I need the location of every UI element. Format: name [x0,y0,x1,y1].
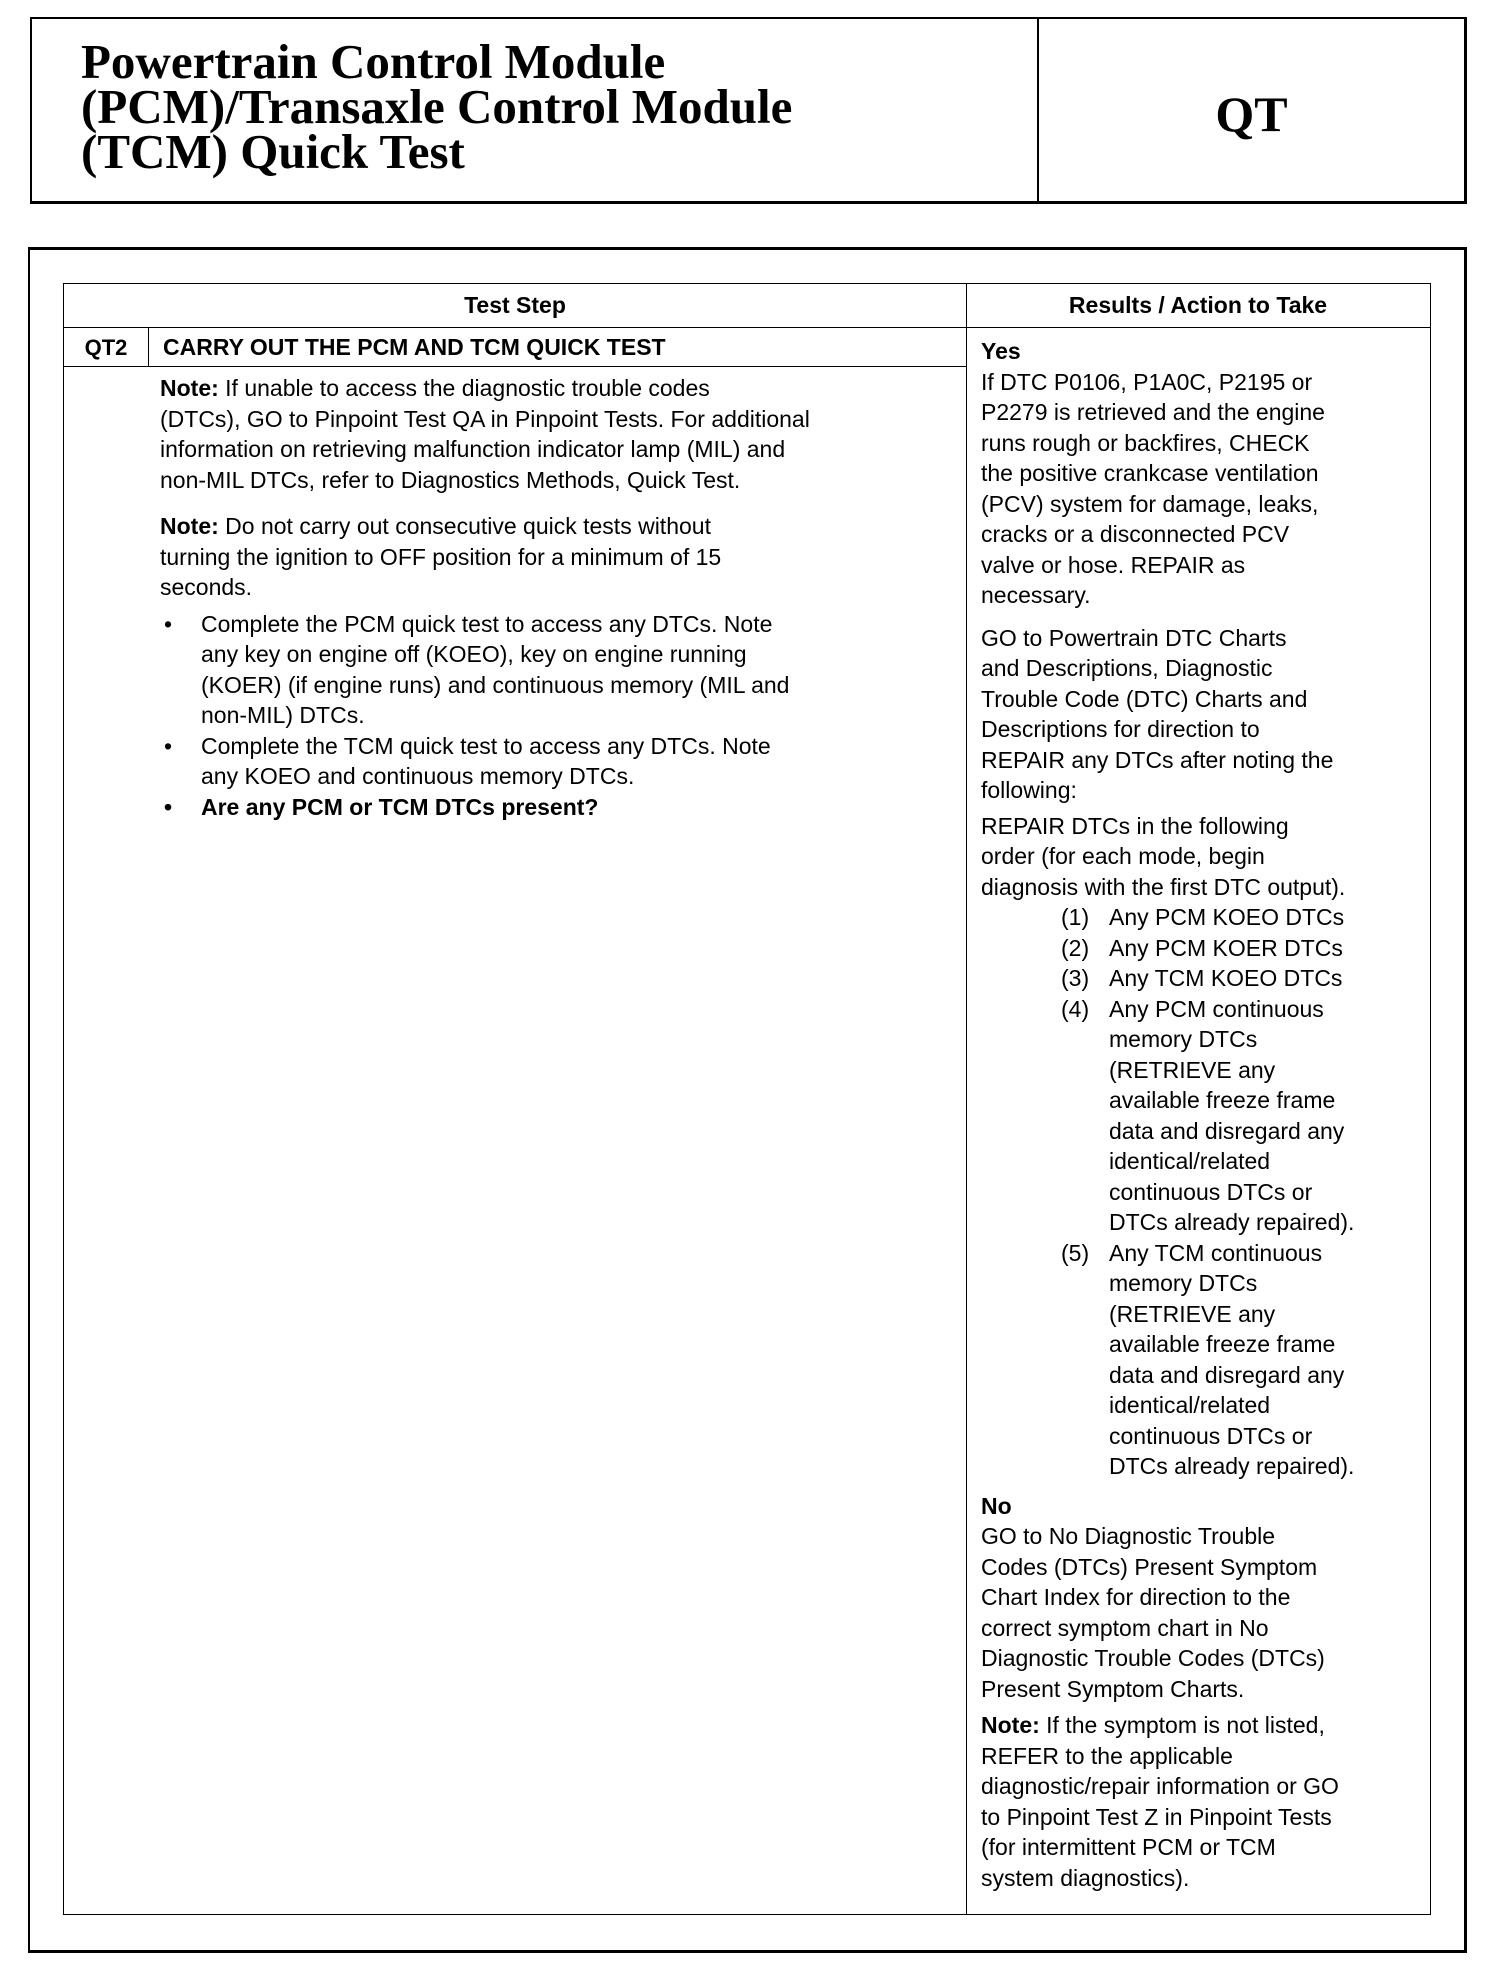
text-line: Any TCM continuous [1109,1239,1323,1266]
text-line: Descriptions for direction to [981,716,1260,742]
text-line: Any PCM KOEO DTCs [1109,904,1345,930]
text-line: the positive crankcase ventilation [981,460,1319,486]
section-code: QT [1215,86,1288,142]
bullet-icon: • [164,732,173,759]
title-line: (PCM)/Transaxle Control Module [81,79,793,134]
title-line: Powertrain Control Module [81,34,666,89]
step-title-divider [64,366,966,367]
text-line: order (for each mode, begin [981,843,1265,869]
text-line: REFER to the applicable [981,1742,1233,1769]
note-label: Note: [160,513,219,539]
text-line: seconds. [160,574,253,600]
text-line: memory DTCs [1109,1026,1258,1052]
item-number: (1) [1061,904,1090,930]
text-line: REPAIR any DTCs after noting the [981,746,1334,773]
question-text: Are any PCM or TCM DTCs present? [201,793,599,820]
text-line: If DTC P0106, P1A0C, P2195 or [981,368,1313,395]
title-line: (TCM) Quick Test [81,124,465,179]
bullet-icon: • [164,610,173,637]
text-line: and Descriptions, Diagnostic [981,655,1273,681]
step-id-divider [148,327,149,366]
text-line: non-MIL DTCs, refer to Diagnostics Methods, Quick Test. [160,466,741,493]
repair-order-item [981,933,1354,964]
text-line: turning the ignition to OFF position for a minimum of 15 [160,543,722,570]
yes-goto-paragraph [981,623,1354,806]
text-line: REPAIR DTCs in the following [981,812,1289,839]
text-line: following: [981,777,1077,803]
text-line: Chart Index for direction to the [981,1584,1291,1610]
text-line: continuous DTCs or [1109,1422,1313,1449]
test-step-content [160,373,810,822]
text-line: valve or hose. REPAIR as [981,551,1246,578]
column-header-results: Results / Action to Take [1068,292,1328,318]
bullet-item-tcm-test [160,731,810,792]
repair-order-item [981,902,1354,933]
text-line: available freeze frame [1109,1087,1336,1113]
text-line: If unable to access the diagnostic trouble codes [218,375,710,401]
text-line: DTCs already repaired). [1109,1453,1355,1479]
text-line: Any PCM continuous [1109,995,1324,1022]
text-line: GO to Powertrain DTC Charts [981,624,1287,651]
bullet-item-pcm-test [160,609,810,731]
item-number: (5) [1061,1239,1090,1266]
text-line: data and disregard any [1109,1361,1345,1388]
text-line: P2279 is retrieved and the engine [981,399,1325,425]
text-line: to Pinpoint Test Z in Pinpoint Tests [981,1803,1332,1830]
results-content [981,336,1354,1893]
text-line: memory DTCs [1109,1270,1258,1296]
text-line: system diagnostics). [981,1864,1190,1891]
note-consecutive-tests [160,511,810,603]
yes-pcv-paragraph [981,367,1354,611]
text-line: diagnosis with the first DTC output). [981,873,1346,900]
text-line: Diagnostic Trouble Codes (DTCs) [981,1645,1325,1671]
text-line: available freeze frame [1109,1331,1336,1357]
item-number: (3) [1061,965,1090,991]
title-block [30,17,1467,204]
note-dtc-access [160,373,810,495]
item-number: (2) [1061,934,1090,961]
text-line: Complete the PCM quick test to access any DTCs. Note [201,610,773,637]
note-label: Note: [981,1712,1040,1738]
text-line: non-MIL) DTCs. [201,702,365,728]
text-line: (RETRIEVE any [1109,1056,1276,1083]
bullet-icon: • [164,793,173,820]
test-step-table [63,283,1431,1915]
text-line: Do not carry out consecutive quick tests without [218,513,711,539]
text-line: runs rough or backfires, CHECK [981,429,1310,456]
repair-order-item [981,963,1354,994]
repair-order-list [981,902,1354,1482]
text-line: Any TCM KOEO DTCs [1109,965,1343,991]
text-line: any key on engine off (KOEO), key on engine running [201,641,747,667]
text-line: diagnostic/repair information or GO [981,1773,1339,1799]
text-line: Complete the TCM quick test to access any DTCs. Note [201,732,771,759]
step-id: QT2 [84,335,128,360]
note-symptom-not-listed [981,1710,1354,1893]
text-line: DTCs already repaired). [1109,1209,1355,1235]
repair-order-item [981,994,1354,1238]
no-label: No [981,1492,1012,1519]
page-title [81,34,793,179]
text-line: necessary. [981,582,1091,608]
repair-order-item [981,1238,1354,1482]
text-line: correct symptom chart in No [981,1614,1269,1641]
text-line: (PCV) system for damage, leaks, [981,490,1319,517]
text-line: (DTCs), GO to Pinpoint Test QA in Pinpoint Tests. For additional [160,405,810,432]
item-number: (4) [1061,995,1090,1022]
text-line: (KOER) (if engine runs) and continuous memory (MIL and [201,671,790,698]
text-line: If the symptom is not listed, [1039,1712,1325,1738]
text-line: data and disregard any [1109,1117,1345,1144]
note-label: Note: [160,375,219,401]
text-line: identical/related [1109,1392,1271,1418]
no-goto-paragraph [981,1521,1354,1704]
yes-label: Yes [981,338,1021,364]
column-header-test-step: Test Step [464,292,566,318]
text-line: any KOEO and continuous memory DTCs. [201,763,635,789]
text-line: GO to No Diagnostic Trouble [981,1523,1276,1549]
text-line: Any PCM KOER DTCs [1109,934,1343,961]
text-line: (RETRIEVE any [1109,1300,1276,1327]
text-line: Present Symptom Charts. [981,1675,1245,1702]
text-line: Codes (DTCs) Present Symptom [981,1553,1318,1580]
yes-repair-order-paragraph [981,811,1354,903]
column-divider [966,284,967,1914]
step-title: CARRY OUT THE PCM AND TCM QUICK TEST [163,334,666,360]
text-line: identical/related [1109,1148,1271,1174]
bullet-item-question [160,792,810,823]
text-line: information on retrieving malfunction indicator lamp (MIL) and [160,436,786,462]
text-line: continuous DTCs or [1109,1178,1313,1205]
text-line: (for intermittent PCM or TCM [981,1834,1276,1860]
text-line: Trouble Code (DTC) Charts and [981,685,1308,712]
text-line: cracks or a disconnected PCV [981,521,1290,547]
